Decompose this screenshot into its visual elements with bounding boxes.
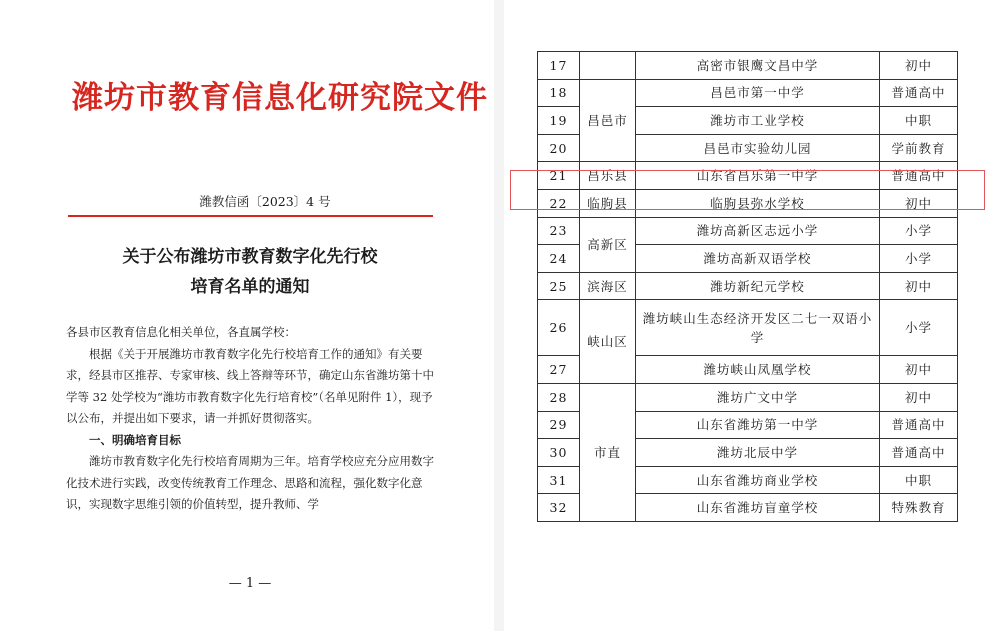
row-number: 26 (538, 300, 580, 356)
row-number: 31 (538, 466, 580, 494)
region-cell: 市直 (580, 383, 636, 521)
row-number: 30 (538, 439, 580, 467)
school-type: 初中 (880, 356, 958, 384)
row-number: 29 (538, 411, 580, 439)
table-row (538, 272, 958, 300)
notice-title-line-1: 关于公布潍坊市教育数字化先行校 (122, 247, 378, 267)
row-number: 32 (538, 494, 580, 522)
document-header-title: 潍坊市教育信息化研究院文件 (72, 80, 488, 116)
table-row (538, 52, 958, 80)
school-name: 山东省潍坊商业学校 (636, 466, 880, 494)
highlight-annotation-box (510, 170, 985, 210)
school-name: 高密市银鹰文昌中学 (636, 52, 880, 80)
notice-title-line-2: 培育名单的通知 (190, 277, 310, 297)
school-name: 山东省昌乐第一中学 (636, 162, 880, 190)
document-number: 潍教信函〔2023〕4 号 (199, 194, 331, 209)
school-type: 普通高中 (880, 162, 958, 190)
school-type: 普通高中 (880, 79, 958, 107)
table-row (538, 300, 958, 356)
school-name: 潍坊高新双语学校 (636, 245, 880, 273)
school-name: 山东省潍坊盲童学校 (636, 494, 880, 522)
paragraph-2: 潍坊市教育数字化先行校培育周期为三年。培育学校应充分应用数字化技术进行实践，改变传统教育工作理念、思路和流程，强化数字化意识，实现数字思维引领的价值转型，提升教师、学 (66, 454, 434, 511)
row-number: 20 (538, 134, 580, 162)
row-number: 25 (538, 272, 580, 300)
row-number: 23 (538, 217, 580, 245)
paragraph-1: 根据《关于开展潍坊市教育数字化先行校培育工作的通知》有关要求，经县市区推荐、专家审核、线上答辩等环节，确定山东省潍坊第十中学等 32 处学校为“潍坊市教育数字化先行培育校”（名单见附件 1），现予以公布，并提出如下要求，请一并抓好贯彻落实。 (66, 346, 434, 425)
row-number: 22 (538, 189, 580, 217)
notice-body (66, 322, 438, 516)
left-document-page (0, 0, 494, 631)
region-cell: 高新区 (580, 217, 636, 272)
school-name: 潍坊北辰中学 (636, 439, 880, 467)
school-type: 小学 (880, 217, 958, 245)
school-name: 山东省潍坊第一中学 (636, 411, 880, 439)
school-type: 小学 (880, 245, 958, 273)
school-type: 普通高中 (880, 411, 958, 439)
school-name: 昌邑市实验幼儿园 (636, 134, 880, 162)
school-type: 初中 (880, 189, 958, 217)
school-type: 中职 (880, 466, 958, 494)
school-type: 初中 (880, 52, 958, 80)
red-divider-line (68, 215, 433, 217)
row-number: 21 (538, 162, 580, 190)
school-name: 潍坊市工业学校 (636, 107, 880, 135)
row-number: 24 (538, 245, 580, 273)
table-row (538, 383, 958, 411)
school-type: 小学 (880, 300, 958, 356)
school-type: 初中 (880, 383, 958, 411)
row-number: 28 (538, 383, 580, 411)
region-cell: 昌邑市 (580, 79, 636, 162)
row-number: 18 (538, 79, 580, 107)
school-name: 潍坊峡山生态经济开发区二七一双语小学 (636, 300, 880, 356)
region-cell: 昌乐县 (580, 162, 636, 190)
school-name: 昌邑市第一中学 (636, 79, 880, 107)
region-cell (580, 52, 636, 80)
school-name: 潍坊新纪元学校 (636, 272, 880, 300)
row-number: 17 (538, 52, 580, 80)
notice-title (80, 242, 420, 302)
school-type: 特殊教育 (880, 494, 958, 522)
table-row (538, 217, 958, 245)
section-1-heading: 一、明确培育目标 (89, 432, 181, 447)
school-list-table (537, 51, 958, 522)
region-cell: 滨海区 (580, 272, 636, 300)
school-name: 临朐县弥水学校 (636, 189, 880, 217)
school-type: 学前教育 (880, 134, 958, 162)
row-number: 27 (538, 356, 580, 384)
salutation: 各县市区教育信息化相关单位，各直属学校： (66, 325, 296, 339)
page-number: — 1 — (228, 576, 272, 591)
row-number: 19 (538, 107, 580, 135)
school-type: 普通高中 (880, 439, 958, 467)
school-name: 潍坊高新区志远小学 (636, 217, 880, 245)
school-type: 中职 (880, 107, 958, 135)
region-cell: 峡山区 (580, 300, 636, 384)
school-type: 初中 (880, 272, 958, 300)
region-cell: 临朐县 (580, 189, 636, 217)
school-name: 潍坊广文中学 (636, 383, 880, 411)
school-name: 潍坊峡山凤凰学校 (636, 356, 880, 384)
table-row (538, 79, 958, 107)
